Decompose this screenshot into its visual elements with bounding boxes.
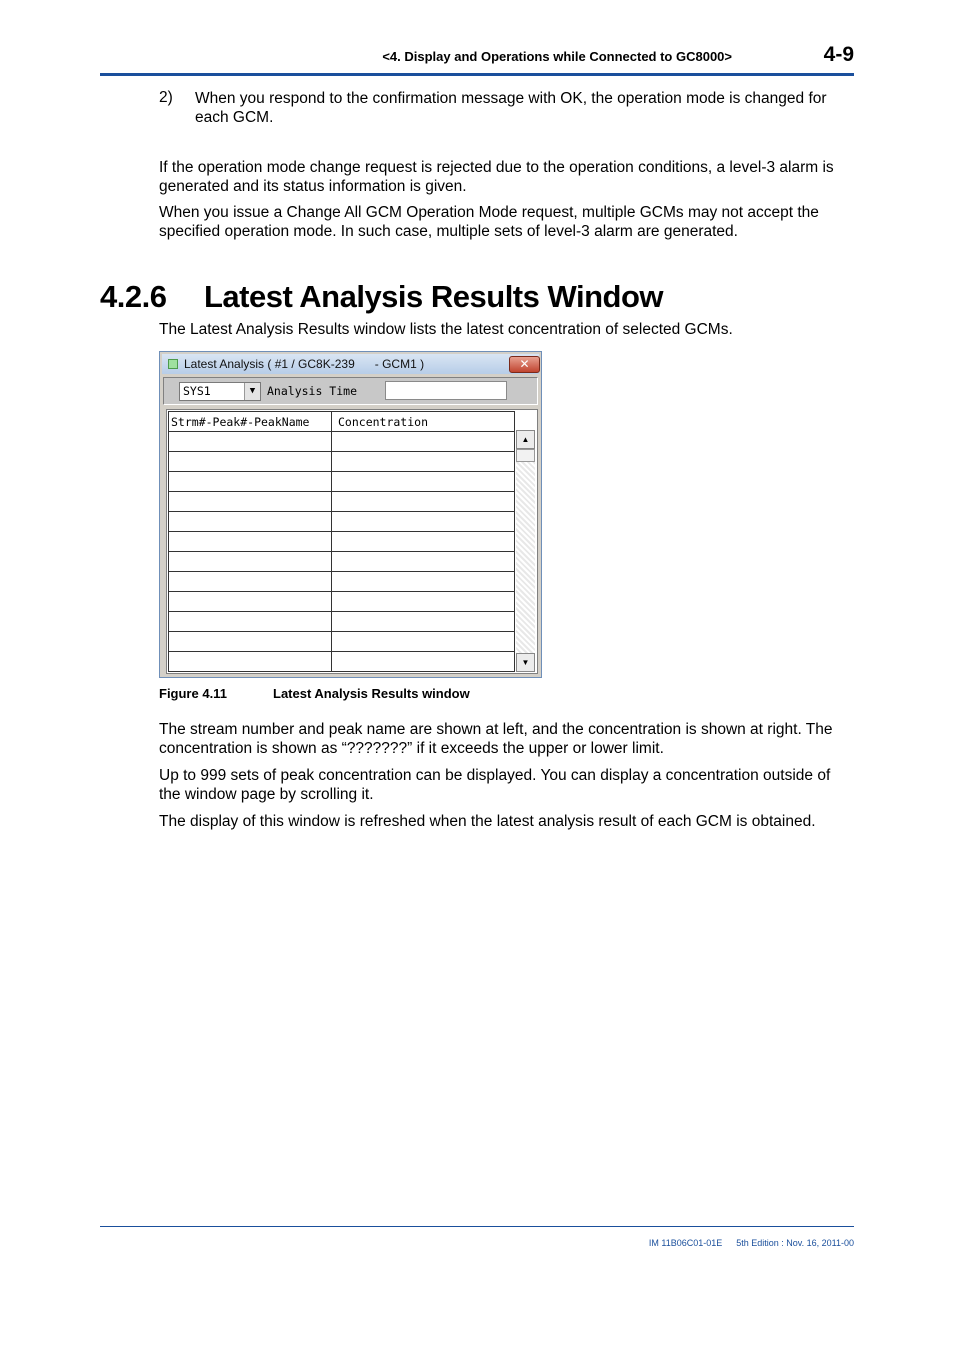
table-cell [169, 452, 332, 472]
table-cell [169, 512, 332, 532]
running-header-title: <4. Display and Operations while Connected to GC8000> [382, 49, 732, 64]
step-text: When you respond to the confirmation message with OK, the operation mode is changed for each GCM. [195, 90, 827, 126]
results-list[interactable] [166, 409, 538, 674]
table-cell [332, 552, 515, 572]
header-rule [100, 73, 854, 76]
table-row[interactable] [169, 612, 515, 632]
table-row[interactable] [169, 552, 515, 572]
figure-caption [159, 686, 470, 701]
footer-rule [100, 1226, 854, 1227]
table-cell [332, 612, 515, 632]
scroll-up-icon[interactable]: ▲ [516, 430, 535, 449]
table-cell [332, 512, 515, 532]
table-cell [169, 532, 332, 552]
section-heading [100, 279, 663, 315]
paragraph-999: Up to 999 sets of peak concentration can be displayed. You can display a concentration outside of the window page by scrolling it. [159, 767, 831, 803]
system-select-value: SYS1 [183, 384, 211, 398]
app-icon [168, 359, 178, 369]
table-cell [332, 652, 515, 672]
close-button[interactable]: ✕ [509, 356, 540, 373]
table-row[interactable] [169, 432, 515, 452]
table-row[interactable] [169, 652, 515, 672]
page-number: 4-9 [823, 43, 854, 66]
table-cell [332, 632, 515, 652]
analysis-time-label: Analysis Time [267, 384, 358, 398]
table-cell [332, 452, 515, 472]
chevron-down-icon[interactable]: ▼ [244, 383, 260, 400]
table-row[interactable] [169, 532, 515, 552]
footer-edition: 5th Edition : Nov. 16, 2011-00 [736, 1238, 854, 1248]
table-cell [169, 552, 332, 572]
scroll-thumb[interactable] [516, 449, 535, 462]
footer [649, 1238, 854, 1248]
section-number: 4.2.6 [100, 279, 167, 314]
paragraph-rejected: If the operation mode change request is rejected due to the operation conditions, a level-3 alarm is generated and its status information is given. [159, 159, 834, 195]
section-title: Latest Analysis Results Window [204, 279, 664, 314]
table-row[interactable] [169, 492, 515, 512]
table-cell [332, 472, 515, 492]
window-title: Latest Analysis ( #1 / GC8K-239 - GCM1 ) [184, 357, 425, 371]
paragraph-refresh: The display of this window is refreshed when the latest analysis result of each GCM is obtained. [159, 813, 816, 830]
table-cell [169, 472, 332, 492]
table-cell [332, 432, 515, 452]
table-header-row [169, 412, 515, 432]
table-row[interactable] [169, 632, 515, 652]
column-header-peak[interactable]: Strm#-Peak#-PeakName [169, 412, 332, 432]
window-toolbar [163, 377, 538, 405]
table-row[interactable] [169, 452, 515, 472]
column-header-concentration[interactable]: Concentration [332, 412, 515, 432]
table-cell [332, 532, 515, 552]
step-number: 2) [159, 89, 173, 106]
table-row[interactable] [169, 472, 515, 492]
table-cell [169, 652, 332, 672]
table-cell [169, 432, 332, 452]
scroll-down-icon[interactable]: ▼ [516, 653, 535, 672]
table-cell [332, 592, 515, 612]
figure-number: Figure 4.11 [159, 686, 227, 701]
latest-analysis-window [159, 351, 542, 678]
paragraph-change-all: When you issue a Change All GCM Operation Mode request, multiple GCMs may not accept the specified operation mode. In such case, multiple sets of level-3 alarm are generated. [159, 204, 819, 240]
table-cell [169, 632, 332, 652]
table-row[interactable] [169, 512, 515, 532]
table-cell [169, 612, 332, 632]
table-cell [332, 492, 515, 512]
window-titlebar[interactable] [162, 354, 539, 374]
section-intro: The Latest Analysis Results window lists the latest concentration of selected GCMs. [159, 321, 733, 338]
table-row[interactable] [169, 572, 515, 592]
table-cell [169, 572, 332, 592]
figure-caption-text: Latest Analysis Results window [273, 686, 470, 701]
footer-doc-id: IM 11B06C01-01E [648, 1238, 723, 1248]
system-select[interactable] [179, 382, 261, 401]
analysis-time-field [385, 381, 507, 400]
table-cell [169, 592, 332, 612]
vertical-scrollbar[interactable] [516, 430, 535, 672]
paragraph-stream: The stream number and peak name are shown at left, and the concentration is shown at right. The concentration is shown as “???????” if it exceeds the upper or lower limit. [159, 721, 833, 757]
table-row[interactable] [169, 592, 515, 612]
table-cell [169, 492, 332, 512]
table-cell [332, 572, 515, 592]
results-table [168, 411, 515, 672]
